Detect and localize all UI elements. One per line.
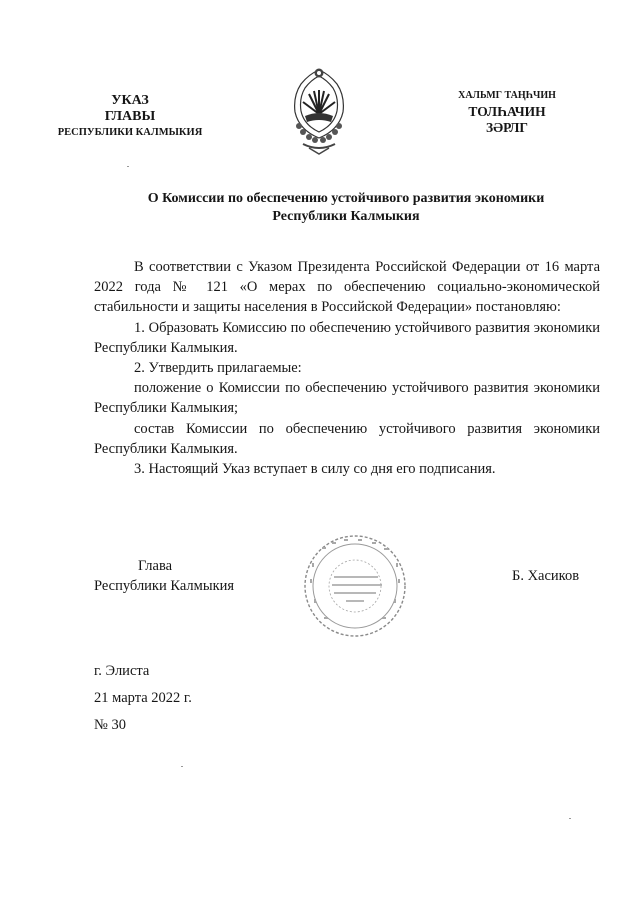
title-line-2: Республики Калмыкия: [272, 209, 420, 224]
signatory-name: Б. Хасиков: [512, 568, 580, 584]
header-right-block: [434, 88, 580, 136]
clause-1-paragraph: 1. Образовать Комиссию по обеспечению устойчивого развития экономики Республики Калмыкия.: [94, 319, 600, 356]
position-line-2: Республики Калмыкия: [94, 578, 235, 594]
header-left-block: [32, 93, 228, 141]
kalmyk-decree-label: ЗӘРЛГ: [486, 120, 528, 135]
position-line-1: Глава: [138, 558, 173, 574]
official-stamp-icon: [302, 533, 408, 639]
issue-city: г. Элиста: [94, 663, 150, 679]
clause-2-item-regulation: положение о Комиссии по обеспечению устойчивого развития экономики Республики Калмыкия;: [94, 380, 600, 417]
document-title: [80, 190, 612, 226]
scan-speck: [127, 166, 129, 167]
clause-3-paragraph: 3. Настоящий Указ вступает в силу со дня его подписания.: [134, 461, 496, 478]
title-line-1: О Комиссии по обеспечению устойчивого развития экономики: [147, 191, 545, 206]
clause-2-paragraph: 2. Утвердить прилагаемые:: [134, 360, 302, 377]
scan-speck: [569, 818, 571, 819]
kalmyk-republic-label: ХАЛЬМГ ТАҢҺЧИН: [458, 90, 556, 101]
scan-speck: [181, 766, 183, 767]
issue-date: 21 марта 2022 г.: [94, 690, 192, 706]
decree-label: УКАЗ: [111, 93, 149, 108]
preamble-paragraph: В соответствии с Указом Президента Российской Федерации от 16 марта 2022 года № 121 «О мерах по обеспечению социально-экономической стабильности и защиты населения в Российской Федерации» постановляю:: [94, 259, 600, 316]
signatory-position: [94, 556, 234, 596]
head-label: ГЛАВЫ: [104, 109, 156, 124]
kalmyk-head-label: ТОЛҺАЧИН: [468, 104, 546, 119]
republic-label: РЕСПУБЛИКИ КАЛМЫКИЯ: [57, 127, 203, 138]
document-body: [94, 257, 600, 479]
coat-of-arms-emblem-icon: [283, 64, 355, 156]
document-number: № 30: [94, 717, 126, 733]
clause-2-item-composition: состав Комиссии по обеспечению устойчивого развития экономики Республики Калмыкия.: [94, 420, 600, 457]
